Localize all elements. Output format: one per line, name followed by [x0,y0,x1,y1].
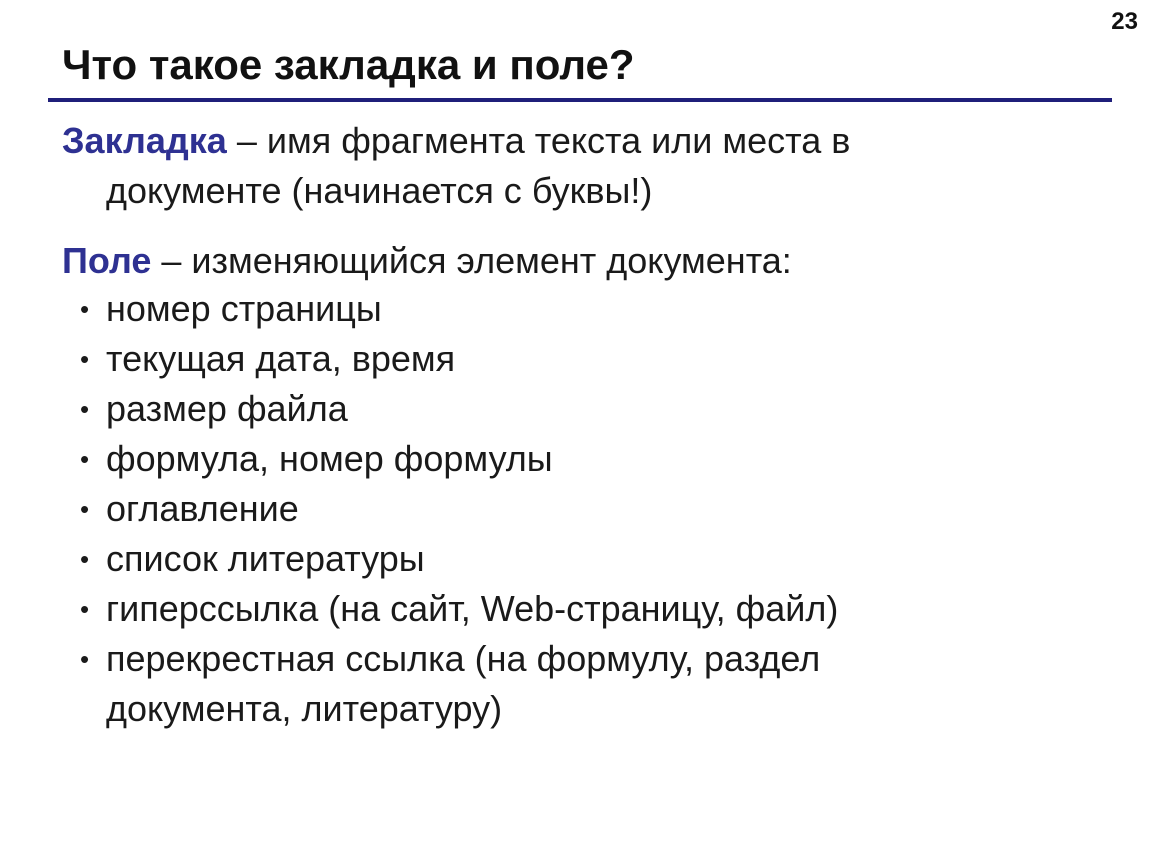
bullet-icon: • [80,294,90,324]
slide-title: Что такое закладка и поле? [62,41,635,88]
list-item-text: текущая дата, время [106,338,456,379]
list-item [80,384,1120,434]
bullet-icon: • [80,494,90,524]
list-item-text: формула, номер формулы [106,438,553,479]
title-divider [48,98,1112,102]
list-item-text: оглавление [106,488,299,529]
list-item-text: номер страницы [106,288,382,329]
list-item [80,334,1120,384]
field-term: Поле [62,240,152,281]
list-item-text-line2: документа, литературу) [106,688,503,729]
field-examples-list [80,284,1120,734]
list-item [80,434,1120,484]
bullet-icon: • [80,444,90,474]
bullet-icon: • [80,394,90,424]
bullet-icon: • [80,544,90,574]
list-item [80,484,1120,534]
list-item [80,584,1120,634]
list-item-text: гиперссылка (на сайт, Web-страницу, файл) [106,588,839,629]
slide-number: 23 [1111,8,1138,35]
list-item-text: размер файла [106,388,348,429]
bullet-icon: • [80,594,90,624]
list-item-text: список литературы [106,538,425,579]
list-item-text-line1: перекрестная ссылка (на формулу, раздел [106,638,821,679]
bullet-icon: • [80,344,90,374]
field-definition-line1: – изменяющийся элемент документа: [151,240,792,281]
bookmark-definition-line2: документе (начинается с буквы!) [106,170,653,211]
list-item [80,634,1120,734]
bookmark-definition [62,116,1102,216]
field-definition [62,236,1102,286]
list-item [80,534,1120,584]
list-item [80,284,1120,334]
bookmark-definition-line1: – имя фрагмента текста или места в [226,120,851,161]
bookmark-term: Закладка [62,120,227,161]
bullet-icon: • [80,644,90,674]
